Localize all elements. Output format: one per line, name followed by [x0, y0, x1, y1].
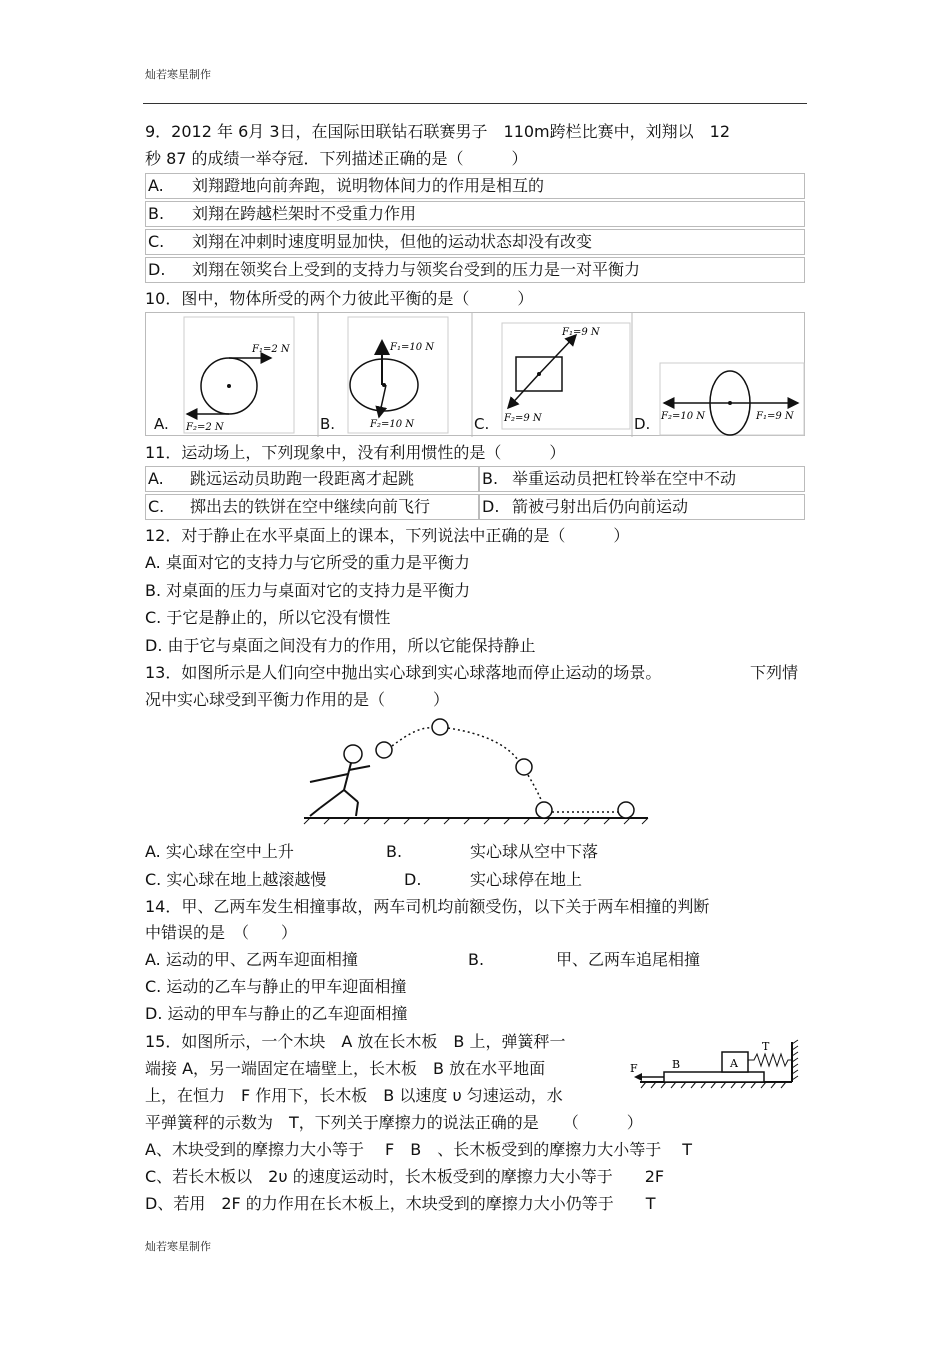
option-text: 举重运动员把杠铃举在空中不动	[512, 469, 737, 488]
q11-stem: 11．运动场上，下列现象中，没有利用惯性的是（ ）	[145, 443, 566, 462]
q14-option-b-text: 甲、乙两车追尾相撞	[556, 950, 701, 969]
diagram-d	[660, 363, 804, 435]
q14-option-a: A. 运动的甲、乙两车迎面相撞	[145, 950, 358, 969]
q13-shotput-trajectory-figure	[300, 712, 660, 828]
option-text: 刘翔蹬地向前奔跑，说明物体间力的作用是相互的	[192, 176, 545, 195]
page-header: 灿若寒星制作	[145, 68, 211, 81]
q14-stem-line1: 14．甲、乙两车发生相撞事故，两车司机均前额受伤，以下关于两车相撞的判断	[145, 897, 710, 916]
label-a: A	[730, 1057, 738, 1070]
option-key: D.	[482, 497, 500, 516]
q10-option-c: C.	[474, 415, 490, 433]
force-label: F₁=10 N	[390, 342, 434, 353]
force-label: F₂=2 N	[186, 422, 224, 433]
q15-stem-line4: 平弹簧秤的示数为 T，下列关于摩擦力的说法正确的是 （ ）	[145, 1113, 643, 1132]
board-b	[664, 1072, 764, 1082]
label-f: F	[630, 1062, 638, 1075]
q12-stem: 12．对于静止在水平桌面上的课本，下列说法中正确的是（ ）	[145, 526, 630, 545]
force-arrow	[539, 335, 576, 374]
page-footer: 灿若寒星制作	[145, 1240, 211, 1253]
q12-option-a: A. 桌面对它的支持力与它所受的重力是平衡力	[145, 553, 470, 572]
diagram-b	[348, 317, 448, 433]
option-key: A.	[148, 176, 164, 195]
q11-option-d	[479, 494, 805, 520]
option-text: 刘翔在冲刺时速度明显加快，但他的运动状态却没有改变	[192, 232, 593, 251]
q14-option-b-key: B.	[468, 950, 485, 969]
option-text: 掷出去的铁饼在空中继续向前飞行	[190, 497, 431, 516]
thrower-figure	[310, 745, 370, 816]
q9-option-c	[145, 229, 805, 255]
diagram-a	[184, 317, 294, 433]
q13-option-d-text: 实心球停在地上	[470, 870, 583, 889]
option-key: B.	[148, 204, 165, 223]
diagram-c	[502, 323, 630, 429]
force-label: F₁=9 N	[562, 327, 600, 338]
q10-option-d: D.	[634, 415, 651, 433]
q13-option-c: C. 实心球在地上越滚越慢	[145, 870, 327, 889]
option-key: C.	[148, 232, 165, 251]
q15-stem-line2: 端接 A，另一端固定在墙壁上，长木板 B 放在水平地面	[145, 1059, 546, 1078]
force-arrow	[379, 385, 386, 417]
option-text: 刘翔在领奖台上受到的支持力与领奖台受到的压力是一对平衡力	[192, 260, 641, 279]
q12-option-c: C. 于它是静止的，所以它没有惯性	[145, 608, 391, 627]
option-key: D.	[148, 260, 166, 279]
force-label: F₁=9 N	[756, 411, 794, 422]
q14-stem-line2: 中错误的是 （ ）	[145, 923, 298, 942]
q15-stem-line1: 15．如图所示，一个木块 A 放在长木板 B 上，弹簧秤一	[145, 1032, 566, 1051]
q12-option-d: D. 由于它与桌面之间没有力的作用，所以它能保持静止	[145, 636, 536, 655]
q11-option-b	[479, 466, 805, 492]
q15-option-c: C、若长木板以 2υ 的速度运动时，长木板受到的摩擦力大小等于 2F	[145, 1167, 665, 1186]
q10-option-b: B.	[320, 415, 336, 433]
q9-option-a	[145, 173, 805, 199]
force-label: F₂=10 N	[661, 411, 705, 422]
q10-option-a: A.	[154, 415, 169, 433]
force-label: F₁=2 N	[252, 344, 290, 355]
option-text: 箭被弓射出后仍向前运动	[512, 497, 689, 516]
ball-positions	[376, 719, 634, 818]
q15-stem-line3: 上，在恒力 F 作用下，长木板 B 以速度 υ 匀速运动，水	[145, 1086, 563, 1105]
option-key: C.	[148, 497, 165, 516]
q10-figure-row	[145, 312, 805, 436]
q10-stem: 10．图中，物体所受的两个力彼此平衡的是（ ）	[145, 289, 534, 308]
trajectory-path	[528, 775, 542, 802]
q9-stem-line1: 9．2012 年 6月 3日，在国际田联钻石联赛男子 110m跨栏比赛中，刘翔以 12	[145, 122, 731, 141]
trajectory-path	[448, 728, 518, 760]
q13-option-b-text: 实心球从空中下落	[470, 842, 599, 861]
q13-stem-line2: 况中实心球受到平衡力作用的是（ ）	[145, 690, 450, 709]
option-key: B.	[482, 469, 499, 488]
force-label: F₂=10 N	[370, 419, 414, 430]
q12-option-b: B. 对桌面的压力与桌面对它的支持力是平衡力	[145, 581, 471, 600]
q15-option-d: D、若用 2F 的力作用在长木板上，木块受到的摩擦力大小仍等于 T	[145, 1194, 656, 1213]
option-key: A.	[148, 469, 164, 488]
q15-block-board-figure	[626, 1036, 802, 1092]
q13-stem-line1-end: 下列情	[750, 663, 799, 682]
q9-option-b	[145, 201, 805, 227]
label-t: T	[762, 1040, 770, 1053]
option-text: 刘翔在跨越栏架时不受重力作用	[192, 204, 417, 223]
q14-option-d: D. 运动的甲车与静止的乙车迎面相撞	[145, 1004, 408, 1023]
q9-stem-line2: 秒 87 的成绩一举夺冠．下列描述正确的是（ ）	[145, 149, 528, 168]
q13-option-d-key: D.	[404, 870, 422, 889]
q11-option-c	[145, 494, 479, 520]
q11-option-a	[145, 466, 479, 492]
header-divider	[143, 103, 807, 104]
option-text: 跳远运动员助跑一段距离才起跳	[190, 469, 415, 488]
label-b: B	[672, 1058, 681, 1071]
trajectory-path	[392, 728, 432, 746]
force-label: F₂=9 N	[504, 413, 542, 424]
q13-option-b-key: B.	[386, 842, 403, 861]
q9-option-d	[145, 257, 805, 283]
spring-scale	[748, 1054, 792, 1066]
q13-stem-line1: 13．如图所示是人们向空中抛出实心球到实心球落地而停止运动的场景。	[145, 663, 662, 682]
q13-option-a: A. 实心球在空中上升	[145, 842, 294, 861]
q15-option-a-b: A、木块受到的摩擦力大小等于 F B 、长木板受到的摩擦力大小等于 T	[145, 1140, 693, 1159]
q14-option-c: C. 运动的乙车与静止的甲车迎面相撞	[145, 977, 407, 996]
